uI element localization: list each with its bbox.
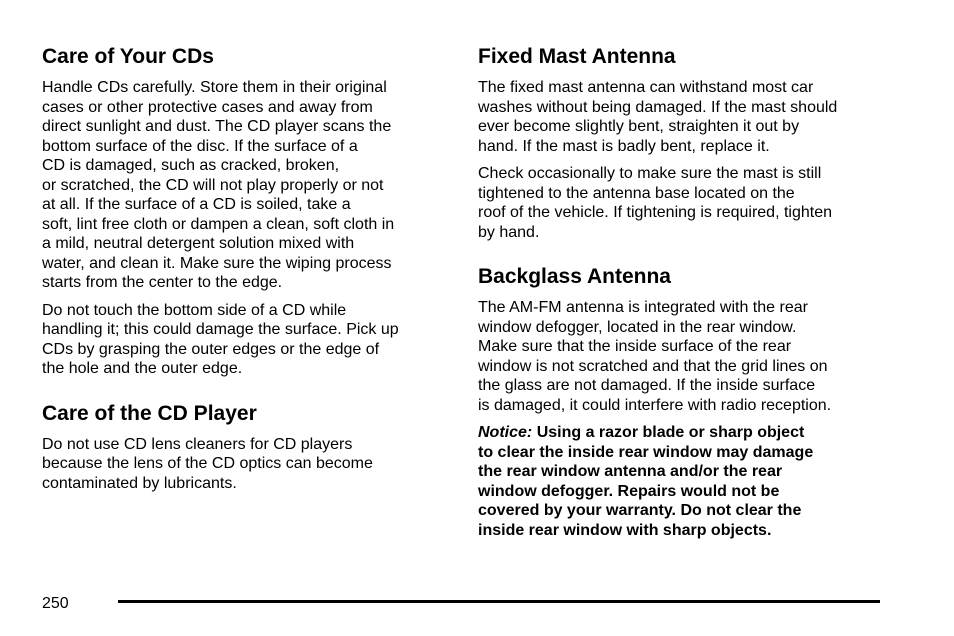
care-of-cds-paragraph-1: Handle CDs carefully. Store them in their original cases or other protective cases and away from direct sunlight and dust. The CD player scans the bottom surface of the disc. If the surface of a CD is damaged, such as cracked, broken, or scratched, the CD will not play properly or not at all. If the surface of a CD is soiled, take a soft, lint free cloth or dampen a clean, soft cloth in a mild, neutral detergent solution mixed with water, and clean it. Make sure the wiping process starts from the center to the edge.	[42, 79, 395, 291]
fixed-mast-paragraph-1: The fixed mast antenna can withstand most car washes without being damaged. If the mast should ever become slightly bent, straighten it out by hand. If the mast is badly bent, replace it.	[478, 79, 838, 155]
care-of-cds-heading: Care of Your CDs	[42, 45, 214, 68]
notice-label: Notice:	[478, 424, 533, 441]
care-of-cds-paragraph-2: Do not touch the bottom side of a CD while handling it; this could damage the surface. Pick up CDs by grasping the outer edges or the edge of the hole and the outer edge.	[42, 301, 399, 377]
right-column	[478, 44, 888, 548]
fixed-mast-antenna-heading: Fixed Mast Antenna	[478, 45, 676, 68]
page-number: 250	[42, 595, 69, 612]
section-spacer	[478, 250, 888, 264]
fixed-mast-paragraph-2: Check occasionally to make sure the mast is still tightened to the antenna base located on the roof of the vehicle. If tightening is required, tighten by hand.	[478, 165, 832, 241]
notice-text: Using a razor blade or sharp object to clear the inside rear window may damage the rear window antenna and/or the rear window defogger. Repairs would not be covered by your warranty. Do not clear the inside rear window with sharp objects.	[478, 424, 814, 539]
section-spacer	[42, 387, 452, 401]
left-column	[42, 44, 452, 501]
footer-rule	[118, 600, 880, 603]
care-of-cd-player-paragraph: Do not use CD lens cleaners for CD players because the lens of the CD optics can become contaminated by lubricants.	[42, 435, 373, 492]
notice-block	[478, 423, 888, 540]
backglass-antenna-heading: Backglass Antenna	[478, 265, 671, 288]
care-of-cd-player-heading: Care of the CD Player	[42, 401, 257, 425]
backglass-paragraph: The AM-FM antenna is integrated with the rear window defogger, located in the rear window. Make sure that the inside surface of the rear window is not scratched and that the grid lines on the glass are not damaged. If the inside surface is damaged, it could interfere with radio reception.	[478, 299, 832, 414]
